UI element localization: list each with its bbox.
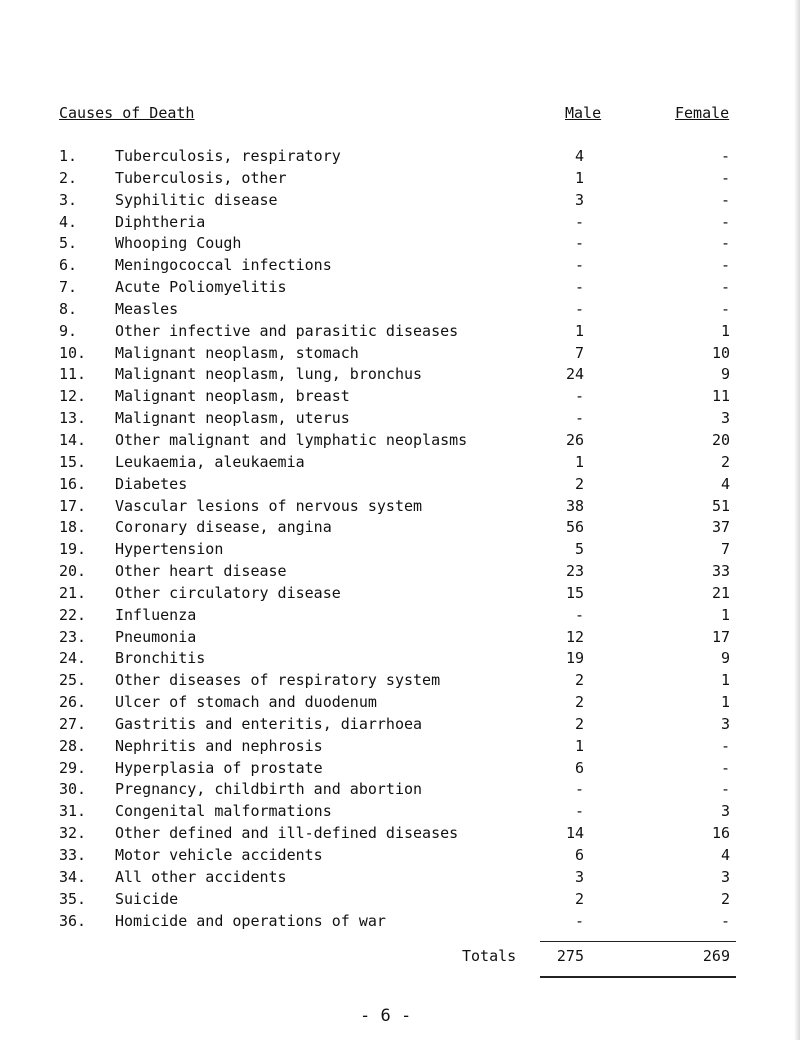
- female-count: 3: [720, 802, 730, 821]
- cause-name: Vascular lesions of nervous system: [115, 496, 423, 515]
- row-number: 10.: [59, 343, 87, 362]
- cause-name: Other heart disease: [115, 562, 287, 581]
- male-count: -: [574, 212, 584, 231]
- cause-name: Tuberculosis, respiratory: [115, 147, 341, 165]
- page-edge-shadow: [794, 0, 800, 1040]
- cause-name: Malignant neoplasm, stomach: [115, 343, 359, 362]
- table-row: [0, 343, 800, 365]
- male-count: 24: [565, 365, 584, 384]
- male-count: -: [574, 234, 584, 253]
- female-count: 9: [720, 365, 730, 384]
- cause-name: Acute Poliomyelitis: [115, 278, 287, 297]
- cause-name: Diphtheria: [115, 212, 206, 231]
- row-number: 6.: [59, 256, 78, 275]
- female-count: -: [720, 758, 730, 777]
- table-row: [0, 321, 800, 343]
- row-number: 24.: [59, 649, 87, 668]
- cause-name: Malignant neoplasm, lung, bronchus: [115, 365, 423, 384]
- female-count: 4: [720, 474, 730, 493]
- table-row: [0, 736, 800, 758]
- row-number: 15.: [59, 452, 87, 471]
- cause-name: Coronary disease, angina: [115, 518, 332, 537]
- cause-name: Pneumonia: [115, 627, 197, 646]
- female-count: -: [720, 256, 730, 275]
- male-header: Male: [565, 104, 602, 122]
- cause-name: Gastritis and enteritis, diarrhoea: [115, 714, 423, 733]
- female-count: -: [720, 780, 730, 799]
- male-count: 1: [574, 452, 584, 471]
- male-count: -: [574, 256, 584, 275]
- cause-name: Measles: [115, 299, 179, 318]
- male-count: 3: [574, 190, 584, 209]
- male-count: -: [574, 409, 584, 428]
- male-count: -: [574, 780, 584, 799]
- male-count: 4: [574, 147, 584, 165]
- male-count: 2: [574, 693, 584, 712]
- male-count: 2: [574, 889, 584, 908]
- cause-name: Malignant neoplasm, breast: [115, 387, 350, 406]
- cause-name: Bronchitis: [115, 649, 206, 668]
- male-count: 3: [574, 867, 584, 886]
- cause-name: Pregnancy, childbirth and abortion: [115, 780, 423, 799]
- male-count: 2: [574, 714, 584, 733]
- male-count: 2: [574, 671, 584, 690]
- male-count: 1: [574, 168, 584, 187]
- row-number: 29.: [59, 758, 87, 777]
- row-number: 33.: [59, 846, 87, 864]
- cause-name: Other diseases of respiratory system: [115, 671, 441, 690]
- female-count: 2: [720, 452, 730, 471]
- male-count: 6: [574, 758, 584, 777]
- row-number: 31.: [59, 802, 87, 821]
- row-number: 3.: [59, 190, 78, 209]
- cause-name: Ulcer of stomach and duodenum: [115, 693, 377, 712]
- row-number: 12.: [59, 387, 87, 406]
- table-row: [0, 801, 800, 823]
- row-number: 35.: [59, 889, 87, 908]
- table-row: [0, 452, 800, 474]
- table-row: [0, 758, 800, 780]
- female-count: 1: [720, 693, 730, 712]
- female-count: -: [720, 190, 730, 209]
- female-header: Female: [675, 104, 730, 122]
- female-count: -: [720, 299, 730, 318]
- cause-name: Other malignant and lymphatic neoplasms: [115, 430, 468, 449]
- male-count: -: [574, 387, 584, 406]
- table-row: [0, 561, 800, 583]
- female-count: 11: [711, 387, 730, 406]
- table-row: [0, 845, 800, 867]
- cause-name: Meningococcal infections: [115, 256, 332, 275]
- table-row: [0, 889, 800, 911]
- row-number: 8.: [59, 299, 78, 318]
- female-count: 17: [711, 627, 730, 646]
- female-count: 2: [720, 889, 730, 908]
- totals-female: 269: [702, 947, 730, 965]
- table-row: [0, 299, 800, 321]
- female-count: -: [720, 147, 730, 165]
- row-number: 28.: [59, 736, 87, 755]
- row-number: 23.: [59, 627, 87, 646]
- cause-name: Diabetes: [115, 474, 188, 493]
- cause-name: Influenza: [115, 605, 197, 624]
- cause-name: Other defined and ill-defined diseases: [115, 824, 459, 843]
- table-row: [0, 168, 800, 190]
- row-number: 13.: [59, 409, 87, 428]
- table-row: [0, 670, 800, 692]
- causes-header: Causes of Death: [59, 104, 195, 122]
- female-count: -: [720, 168, 730, 187]
- table-row: [0, 277, 800, 299]
- row-number: 5.: [59, 234, 78, 253]
- female-count: 10: [711, 343, 730, 362]
- cause-name: All other accidents: [115, 867, 287, 886]
- female-count: 4: [720, 846, 730, 864]
- table-row: [0, 779, 800, 801]
- table-row: [0, 627, 800, 649]
- female-count: 1: [720, 605, 730, 624]
- totals-top-rule: [540, 941, 736, 942]
- male-count: 12: [565, 627, 584, 646]
- female-count: 1: [720, 671, 730, 690]
- female-count: 37: [711, 518, 730, 537]
- row-number: 25.: [59, 671, 87, 690]
- table-row: [0, 146, 800, 168]
- female-count: 20: [711, 430, 730, 449]
- table-row: [0, 823, 800, 845]
- cause-name: Leukaemia, aleukaemia: [115, 452, 305, 471]
- cause-name: Whooping Cough: [115, 234, 242, 253]
- male-count: 56: [565, 518, 584, 537]
- table-row: [0, 233, 800, 255]
- cause-name: Hyperplasia of prostate: [115, 758, 323, 777]
- female-count: 1: [720, 321, 730, 340]
- causes-table: [0, 146, 800, 932]
- cause-name: Suicide: [115, 889, 179, 908]
- table-row: [0, 255, 800, 277]
- table-row: [0, 212, 800, 234]
- female-count: 21: [711, 583, 730, 602]
- row-number: 18.: [59, 518, 87, 537]
- male-count: -: [574, 605, 584, 624]
- male-count: 6: [574, 846, 584, 864]
- page-number: - 6 -: [360, 1006, 412, 1026]
- row-number: 2.: [59, 168, 78, 187]
- table-row: [0, 408, 800, 430]
- male-count: -: [574, 802, 584, 821]
- male-count: 23: [565, 562, 584, 581]
- female-count: 51: [711, 496, 730, 515]
- row-number: 9.: [59, 321, 78, 340]
- female-count: 16: [711, 824, 730, 843]
- row-number: 21.: [59, 583, 87, 602]
- table-row: [0, 539, 800, 561]
- table-row: [0, 692, 800, 714]
- row-number: 16.: [59, 474, 87, 493]
- table-row: [0, 714, 800, 736]
- row-number: 22.: [59, 605, 87, 624]
- male-count: 1: [574, 736, 584, 755]
- female-count: 3: [720, 867, 730, 886]
- cause-name: Tuberculosis, other: [115, 168, 287, 187]
- cause-name: Syphilitic disease: [115, 190, 278, 209]
- table-row: [0, 911, 800, 933]
- row-number: 7.: [59, 278, 78, 297]
- row-number: 32.: [59, 824, 87, 843]
- totals-bottom-rule: [540, 976, 736, 978]
- male-count: 38: [565, 496, 584, 515]
- female-count: -: [720, 736, 730, 755]
- male-count: -: [574, 911, 584, 930]
- row-number: 36.: [59, 911, 87, 930]
- male-count: 7: [574, 343, 584, 362]
- row-number: 4.: [59, 212, 78, 231]
- female-count: -: [720, 278, 730, 297]
- female-count: 3: [720, 409, 730, 428]
- table-row: [0, 364, 800, 386]
- row-number: 34.: [59, 867, 87, 886]
- male-count: 15: [565, 583, 584, 602]
- table-row: [0, 386, 800, 408]
- totals-label: Totals: [462, 947, 517, 965]
- cause-name: Motor vehicle accidents: [115, 846, 323, 864]
- row-number: 27.: [59, 714, 87, 733]
- male-count: 5: [574, 540, 584, 559]
- female-count: 7: [720, 540, 730, 559]
- cause-name: Other infective and parasitic diseases: [115, 321, 459, 340]
- table-row: [0, 517, 800, 539]
- row-number: 17.: [59, 496, 87, 515]
- female-count: 3: [720, 714, 730, 733]
- row-number: 26.: [59, 693, 87, 712]
- cause-name: Hypertension: [115, 540, 224, 559]
- row-number: 11.: [59, 365, 87, 384]
- male-count: 26: [565, 430, 584, 449]
- female-count: 33: [711, 562, 730, 581]
- table-row: [0, 867, 800, 889]
- female-count: -: [720, 234, 730, 253]
- row-number: 1.: [59, 147, 78, 165]
- row-number: 30.: [59, 780, 87, 799]
- table-row: [0, 648, 800, 670]
- male-count: -: [574, 278, 584, 297]
- cause-name: Homicide and operations of war: [115, 911, 386, 930]
- table-row: [0, 190, 800, 212]
- cause-name: Nephritis and nephrosis: [115, 736, 323, 755]
- table-row: [0, 496, 800, 518]
- male-count: -: [574, 299, 584, 318]
- male-count: 2: [574, 474, 584, 493]
- cause-name: Other circulatory disease: [115, 583, 341, 602]
- table-row: [0, 583, 800, 605]
- table-row: [0, 605, 800, 627]
- row-number: 20.: [59, 562, 87, 581]
- female-count: -: [720, 911, 730, 930]
- totals-male: 275: [556, 947, 584, 965]
- table-row: [0, 474, 800, 496]
- row-number: 14.: [59, 430, 87, 449]
- male-count: 14: [565, 824, 584, 843]
- female-count: -: [720, 212, 730, 231]
- table-row: [0, 430, 800, 452]
- male-count: 1: [574, 321, 584, 340]
- female-count: 9: [720, 649, 730, 668]
- row-number: 19.: [59, 540, 87, 559]
- cause-name: Malignant neoplasm, uterus: [115, 409, 350, 428]
- male-count: 19: [565, 649, 584, 668]
- cause-name: Congenital malformations: [115, 802, 332, 821]
